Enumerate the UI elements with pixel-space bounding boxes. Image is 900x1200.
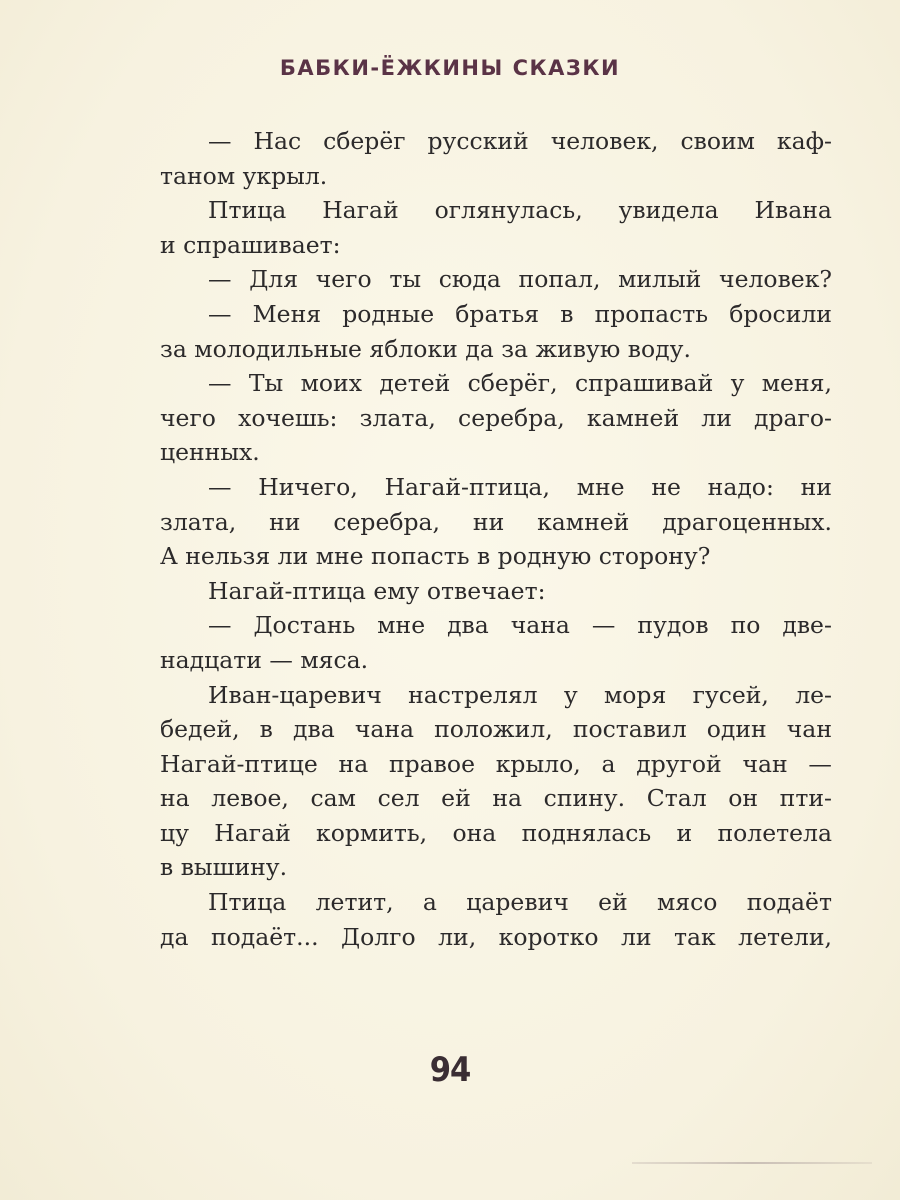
text-line: — Ничего, Нагай-птица, мне не надо: ни (208, 472, 832, 501)
text-line: на левое, сам сел ей на спину. Стал он пти- (160, 784, 832, 813)
body-text (160, 124, 832, 954)
text-line: — Ты моих детей сберёг, спрашивай у меня, (208, 369, 832, 398)
text-line (160, 228, 832, 263)
text-line: Нагай-птице на правое крыло, а другой чан — (160, 749, 832, 778)
text-line: бедей, в два чана положил, поставил один чан (160, 715, 832, 744)
text-line (160, 850, 832, 885)
text-line (160, 539, 832, 574)
text-line: Птица Нагай оглянулась, увидела Ивана (208, 196, 832, 225)
text-line: чего хочешь: злата, серебра, камней ли драго- (160, 403, 832, 432)
text-line-content: в вышину. (160, 853, 288, 882)
text-line: да подаёт... Долго ли, коротко ли так летели, (160, 922, 832, 951)
running-header: БАБКИ-ЁЖКИНЫ СКАЗКИ (279, 56, 621, 80)
text-line-content: ценных. (160, 438, 260, 467)
text-line: Иван-царевич настрелял у моря гусей, ле- (208, 680, 832, 709)
text-line (160, 643, 832, 678)
page-edge-mark (632, 1162, 872, 1164)
text-line (160, 159, 832, 194)
page-number: 94 (429, 1050, 471, 1090)
text-line: злата, ни серебра, ни камней драгоценных. (160, 507, 832, 536)
text-line (160, 332, 832, 367)
text-line: — Достань мне два чана — пудов по две- (208, 611, 832, 640)
text-line-content: за молодильные яблоки да за живую воду. (160, 334, 691, 363)
text-line-content: А нельзя ли мне попасть в родную сторону? (160, 542, 711, 571)
text-line-content: надцати — мяса. (160, 645, 369, 674)
text-line-content: Нагай-птица ему отвечает: (208, 576, 546, 605)
text-line: цу Нагай кормить, она поднялась и полетела (160, 818, 832, 847)
text-line: — Меня родные братья в пропасть бросили (208, 299, 832, 328)
text-line (160, 435, 832, 470)
text-line: — Нас сберёг русский человек, своим каф- (208, 127, 832, 155)
text-line (160, 574, 832, 609)
text-line: — Для чего ты сюда попал, милый человек? (208, 265, 832, 294)
text-line-content: и спрашивает: (160, 230, 341, 259)
text-line-content: таном укрыл. (160, 161, 328, 190)
text-line: Птица летит, а царевич ей мясо подаёт (208, 888, 832, 917)
